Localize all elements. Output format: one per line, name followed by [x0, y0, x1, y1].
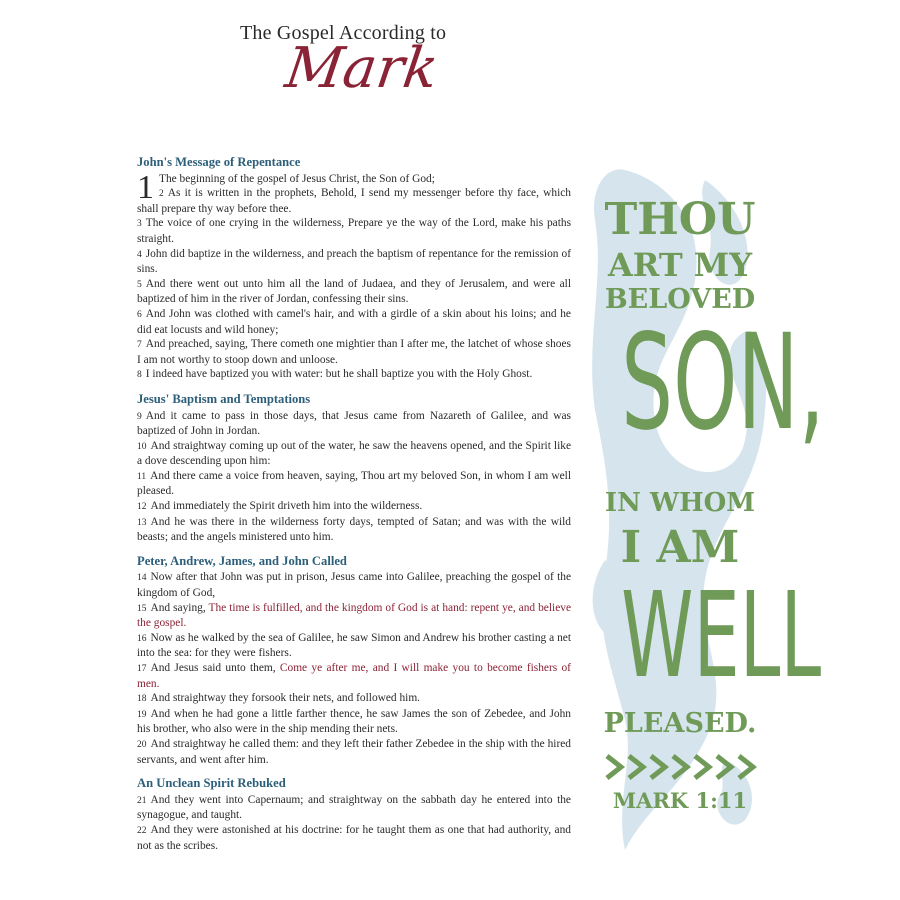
verse-text: And Jesus said unto them,	[150, 662, 280, 674]
verse-number: 20	[137, 739, 147, 750]
verse	[137, 469, 571, 499]
verse-number: 2	[159, 189, 164, 200]
verse-text: And there came a voice from heaven, saying, Thou art my beloved Son, in whom I am well pleased.	[137, 469, 571, 498]
quote-line-6: I AM	[620, 522, 740, 573]
verse-number: 13	[137, 517, 147, 528]
verse	[137, 247, 571, 277]
verse	[137, 277, 571, 307]
quote-reference: MARK 1:11	[612, 788, 748, 813]
verse-text: And when he had gone a little farther thence, he saw James the son of Zebedee, and John his brother, who also were in the ship mending their nets.	[137, 707, 571, 736]
verse	[137, 823, 571, 853]
verse-number: 5	[137, 279, 142, 290]
verse-text: John did baptize in the wilderness, and preach the baptism of repentance for the remission of sins.	[137, 247, 571, 276]
verse-number: 7	[137, 340, 142, 351]
verse-number: 16	[137, 633, 147, 644]
verse	[137, 367, 571, 383]
verse-text: And straightway coming up out of the water, he saw the heavens opened, and the Spirit like a dove descending upon him:	[137, 439, 571, 468]
quote-line-4: SON,	[621, 306, 825, 460]
page-header	[240, 22, 520, 101]
scripture-column	[137, 155, 571, 862]
verse-text: I indeed have baptized you with water: but he shall baptize you with the Holy Ghost.	[145, 368, 533, 381]
verse-text: As it is written in the prophets, Behold, I send my messenger before thy face, which shall prepare thy way before thee.	[137, 187, 571, 215]
verse-number: 3	[137, 219, 142, 230]
quote-line-3: BELOVED	[604, 284, 756, 315]
words-of-christ: Come ye after me, and I will make you to become fishers of men.	[137, 662, 571, 690]
verse-number: 4	[137, 249, 142, 260]
verse	[137, 661, 571, 691]
verse-text: And straightway they forsook their nets, and followed him.	[150, 692, 421, 705]
quote-line-2: ART MY	[607, 246, 753, 284]
verse	[137, 737, 571, 767]
verse-number: 15	[137, 603, 147, 614]
verse	[137, 601, 571, 631]
verse-text: Now as he walked by the sea of Galilee, he saw Simon and Andrew his brother casting a net into the sea: for they were fishers.	[137, 631, 571, 660]
verse	[137, 186, 571, 216]
verse	[137, 515, 571, 545]
verse	[137, 793, 571, 823]
verse	[137, 216, 571, 246]
verse-text: The voice of one crying in the wilderness, Prepare ye the way of the Lord, make his paths straight.	[137, 217, 571, 245]
verse	[137, 307, 571, 337]
verse-text: And it came to pass in those days, that Jesus came from Nazareth of Galilee, and was baptized of John in Jordan.	[137, 409, 571, 438]
verse-number: 9	[137, 411, 142, 422]
book-title: Mark	[281, 36, 443, 101]
verse-number: 14	[137, 573, 147, 584]
verse	[137, 691, 571, 707]
verse-number: 19	[137, 709, 147, 720]
verse-art-panel	[585, 160, 825, 860]
quote-line-1: THOU	[604, 194, 756, 245]
verse-number: 17	[137, 664, 147, 674]
verse-text: And John was clothed with camel's hair, and with a girdle of a skin about his loins; and he did eat locusts and wild honey;	[137, 307, 571, 336]
verse-text: And they were astonished at his doctrine: for he taught them as one that had authority, and not as the scribes.	[137, 823, 571, 852]
verse-number: 18	[137, 694, 147, 705]
verse	[137, 570, 571, 600]
verse	[137, 631, 571, 661]
verse-text: The beginning of the gospel of Jesus Christ, the Son of God;	[159, 172, 435, 185]
scripture-section	[137, 155, 571, 383]
verse-number: 6	[137, 309, 142, 320]
verse-text: Now after that John was put in prison, Jesus came into Galilee, preaching the gospel of the kingdom of God,	[137, 571, 571, 600]
verse-number: 12	[137, 502, 147, 513]
quote-line-8: PLEASED.	[603, 708, 757, 739]
verse	[137, 499, 571, 515]
scripture-section	[137, 776, 571, 853]
chapter-number: 1	[137, 168, 154, 206]
verse	[137, 337, 571, 367]
section-heading: Peter, Andrew, James, and John Called	[137, 553, 347, 568]
verse-number: 11	[137, 471, 147, 482]
verse-text: And he was there in the wilderness forty days, tempted of Satan; and was with the wild beasts; and the angels ministered unto him.	[137, 515, 571, 544]
verse-number: 10	[137, 441, 147, 452]
quote-line-7: WELL	[621, 566, 822, 704]
verse-text: And they went into Capernaum; and straightway on the sabbath day he entered into the synagogue, and taught.	[137, 793, 571, 822]
chevron-arrows-icon	[603, 750, 757, 784]
scripture-section	[137, 554, 571, 767]
verse	[137, 409, 571, 439]
section-heading: John's Message of Repentance	[137, 155, 301, 169]
scripture-section	[137, 392, 571, 545]
section-heading: Jesus' Baptism and Temptations	[137, 391, 311, 406]
verse	[137, 707, 571, 737]
section-heading: An Unclean Spirit Rebuked	[137, 776, 286, 791]
words-of-christ: The time is fulfilled, and the kingdom of God is at hand: repent ye, and believe the gospel.	[137, 601, 571, 630]
verse-text: And preached, saying, There cometh one mightier than I after me, the latchet of whose shoes I am not worthy to stoop down and unloose.	[137, 338, 571, 366]
quote-line-5: IN WHOM	[604, 488, 756, 518]
book-pre-title: The Gospel According to	[240, 22, 447, 44]
verse-number: 8	[137, 370, 142, 381]
verse	[137, 439, 571, 469]
verse-text: And there went out unto him all the land of Judaea, and they of Jerusalem, and were all baptized of him in the river of Jordan, confessing their sins.	[137, 277, 571, 306]
verse-text: And straightway he called them: and they left their father Zebedee in the ship with the hired servants, and went after him.	[137, 737, 571, 766]
verse-number: 21	[137, 795, 147, 806]
verse-number: 22	[137, 825, 147, 836]
verse-text: And saying,	[150, 601, 209, 614]
verse-text: And immediately the Spirit driveth him into the wilderness.	[150, 500, 423, 513]
